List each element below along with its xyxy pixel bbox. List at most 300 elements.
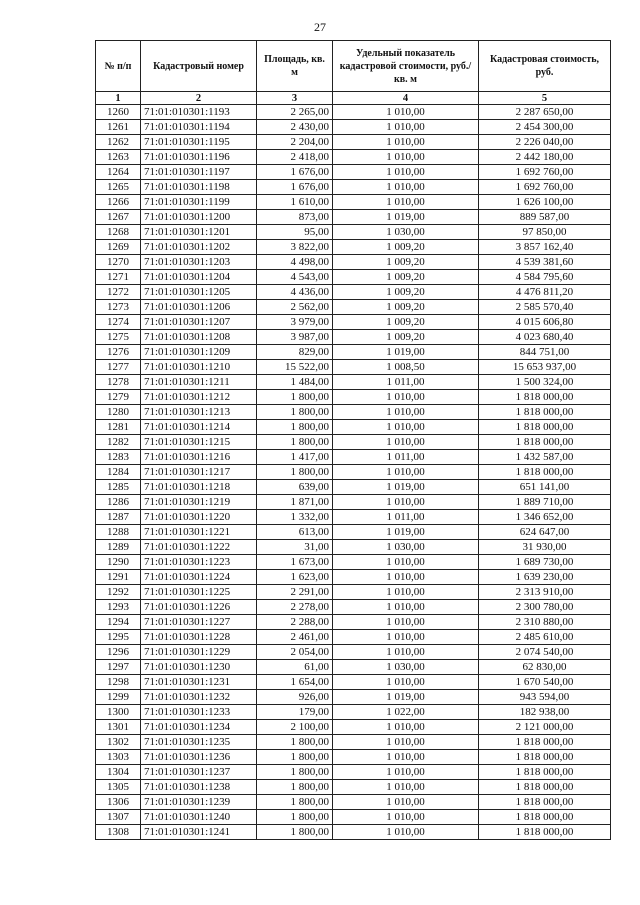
cell-cadastral-number: 71:01:010301:1223 xyxy=(141,555,257,570)
table-row xyxy=(96,585,611,600)
table-row xyxy=(96,780,611,795)
cell-area: 1 484,00 xyxy=(257,375,333,390)
cell-row-number: 1307 xyxy=(96,810,141,825)
cell-cadastral-number: 71:01:010301:1239 xyxy=(141,795,257,810)
table-row xyxy=(96,690,611,705)
cell-cadastral-value: 1 818 000,00 xyxy=(479,825,611,840)
cell-area: 1 676,00 xyxy=(257,180,333,195)
cell-row-number: 1283 xyxy=(96,450,141,465)
cell-cadastral-value: 1 818 000,00 xyxy=(479,390,611,405)
cell-cadastral-number: 71:01:010301:1215 xyxy=(141,435,257,450)
cell-cadastral-value: 1 818 000,00 xyxy=(479,405,611,420)
table-row xyxy=(96,705,611,720)
cell-cadastral-number: 71:01:010301:1209 xyxy=(141,345,257,360)
table-row xyxy=(96,765,611,780)
table-row xyxy=(96,345,611,360)
cell-row-number: 1267 xyxy=(96,210,141,225)
cell-cadastral-number: 71:01:010301:1201 xyxy=(141,225,257,240)
cell-area: 1 800,00 xyxy=(257,780,333,795)
cell-cadastral-number: 71:01:010301:1216 xyxy=(141,450,257,465)
cell-cadastral-value: 2 442 180,00 xyxy=(479,150,611,165)
cell-cadastral-value: 889 587,00 xyxy=(479,210,611,225)
cell-specific-rate: 1 010,00 xyxy=(333,765,479,780)
table-header-row xyxy=(96,41,611,92)
cell-specific-rate: 1 009,20 xyxy=(333,330,479,345)
table-row xyxy=(96,300,611,315)
cell-row-number: 1293 xyxy=(96,600,141,615)
table-row xyxy=(96,555,611,570)
cell-cadastral-value: 1 500 324,00 xyxy=(479,375,611,390)
cell-row-number: 1262 xyxy=(96,135,141,150)
cell-area: 2 461,00 xyxy=(257,630,333,645)
table-row xyxy=(96,480,611,495)
table-row xyxy=(96,435,611,450)
cell-cadastral-number: 71:01:010301:1237 xyxy=(141,765,257,780)
table-row xyxy=(96,735,611,750)
cell-area: 15 522,00 xyxy=(257,360,333,375)
table-row xyxy=(96,450,611,465)
cell-area: 2 430,00 xyxy=(257,120,333,135)
table-row xyxy=(96,150,611,165)
cell-specific-rate: 1 030,00 xyxy=(333,225,479,240)
cell-cadastral-number: 71:01:010301:1207 xyxy=(141,315,257,330)
cell-row-number: 1289 xyxy=(96,540,141,555)
cell-specific-rate: 1 009,20 xyxy=(333,300,479,315)
cell-cadastral-value: 2 454 300,00 xyxy=(479,120,611,135)
table-row xyxy=(96,240,611,255)
cell-area: 1 800,00 xyxy=(257,750,333,765)
cell-area: 1 654,00 xyxy=(257,675,333,690)
table-row xyxy=(96,570,611,585)
cell-area: 179,00 xyxy=(257,705,333,720)
cell-area: 2 288,00 xyxy=(257,615,333,630)
cell-cadastral-number: 71:01:010301:1211 xyxy=(141,375,257,390)
cell-cadastral-value: 1 818 000,00 xyxy=(479,795,611,810)
cell-area: 2 562,00 xyxy=(257,300,333,315)
header-area: Площадь, кв. м xyxy=(257,41,333,92)
cell-row-number: 1287 xyxy=(96,510,141,525)
cell-specific-rate: 1 019,00 xyxy=(333,480,479,495)
cell-specific-rate: 1 010,00 xyxy=(333,390,479,405)
cell-specific-rate: 1 010,00 xyxy=(333,750,479,765)
column-number: 3 xyxy=(257,92,333,105)
cell-cadastral-number: 71:01:010301:1205 xyxy=(141,285,257,300)
cell-specific-rate: 1 019,00 xyxy=(333,690,479,705)
cell-row-number: 1280 xyxy=(96,405,141,420)
table-row xyxy=(96,120,611,135)
cell-row-number: 1264 xyxy=(96,165,141,180)
cell-area: 1 800,00 xyxy=(257,435,333,450)
table-row xyxy=(96,645,611,660)
cell-cadastral-value: 2 121 000,00 xyxy=(479,720,611,735)
table-row xyxy=(96,330,611,345)
header-cadastral-number: Кадастровый номер xyxy=(141,41,257,92)
table-row xyxy=(96,810,611,825)
cell-cadastral-value: 31 930,00 xyxy=(479,540,611,555)
cell-cadastral-value: 1 818 000,00 xyxy=(479,780,611,795)
cell-cadastral-number: 71:01:010301:1200 xyxy=(141,210,257,225)
cell-row-number: 1274 xyxy=(96,315,141,330)
cell-cadastral-value: 2 287 650,00 xyxy=(479,105,611,120)
cell-specific-rate: 1 010,00 xyxy=(333,810,479,825)
column-number: 5 xyxy=(479,92,611,105)
cell-row-number: 1291 xyxy=(96,570,141,585)
cell-cadastral-value: 1 818 000,00 xyxy=(479,750,611,765)
cell-row-number: 1272 xyxy=(96,285,141,300)
cell-cadastral-value: 97 850,00 xyxy=(479,225,611,240)
cell-cadastral-number: 71:01:010301:1204 xyxy=(141,270,257,285)
page-number: 27 xyxy=(314,20,326,34)
cell-specific-rate: 1 010,00 xyxy=(333,420,479,435)
cell-specific-rate: 1 010,00 xyxy=(333,795,479,810)
table-row xyxy=(96,675,611,690)
table-row xyxy=(96,495,611,510)
cell-row-number: 1295 xyxy=(96,630,141,645)
table-row xyxy=(96,255,611,270)
table-row xyxy=(96,225,611,240)
cell-cadastral-value: 2 310 880,00 xyxy=(479,615,611,630)
table-row xyxy=(96,285,611,300)
cell-cadastral-number: 71:01:010301:1227 xyxy=(141,615,257,630)
column-number: 4 xyxy=(333,92,479,105)
header-specific-rate: Удельный показатель кадастровой стоимости, руб./кв. м xyxy=(333,41,479,92)
cell-cadastral-number: 71:01:010301:1233 xyxy=(141,705,257,720)
column-number: 2 xyxy=(141,92,257,105)
table-row xyxy=(96,615,611,630)
cell-specific-rate: 1 010,00 xyxy=(333,645,479,660)
cell-cadastral-value: 4 476 811,20 xyxy=(479,285,611,300)
cell-cadastral-value: 4 015 606,80 xyxy=(479,315,611,330)
cell-row-number: 1279 xyxy=(96,390,141,405)
cell-row-number: 1278 xyxy=(96,375,141,390)
cell-cadastral-number: 71:01:010301:1220 xyxy=(141,510,257,525)
cell-specific-rate: 1 010,00 xyxy=(333,495,479,510)
table-row xyxy=(96,540,611,555)
table-row xyxy=(96,750,611,765)
cell-area: 4 543,00 xyxy=(257,270,333,285)
cell-cadastral-number: 71:01:010301:1231 xyxy=(141,675,257,690)
cell-row-number: 1292 xyxy=(96,585,141,600)
cell-area: 1 610,00 xyxy=(257,195,333,210)
cell-cadastral-number: 71:01:010301:1199 xyxy=(141,195,257,210)
cell-specific-rate: 1 010,00 xyxy=(333,435,479,450)
table-row xyxy=(96,360,611,375)
cell-cadastral-number: 71:01:010301:1218 xyxy=(141,480,257,495)
cell-area: 2 278,00 xyxy=(257,600,333,615)
cell-area: 2 291,00 xyxy=(257,585,333,600)
cell-specific-rate: 1 010,00 xyxy=(333,405,479,420)
cell-cadastral-number: 71:01:010301:1228 xyxy=(141,630,257,645)
cell-specific-rate: 1 011,00 xyxy=(333,510,479,525)
table-row xyxy=(96,720,611,735)
cell-area: 4 436,00 xyxy=(257,285,333,300)
cell-area: 1 800,00 xyxy=(257,390,333,405)
cell-cadastral-number: 71:01:010301:1195 xyxy=(141,135,257,150)
cell-cadastral-number: 71:01:010301:1225 xyxy=(141,585,257,600)
cell-area: 1 800,00 xyxy=(257,405,333,420)
cell-specific-rate: 1 010,00 xyxy=(333,780,479,795)
cell-cadastral-value: 3 857 162,40 xyxy=(479,240,611,255)
cell-row-number: 1271 xyxy=(96,270,141,285)
table-row xyxy=(96,105,611,120)
cell-area: 613,00 xyxy=(257,525,333,540)
table-row xyxy=(96,465,611,480)
cell-area: 2 265,00 xyxy=(257,105,333,120)
cell-specific-rate: 1 019,00 xyxy=(333,525,479,540)
cell-row-number: 1275 xyxy=(96,330,141,345)
cell-area: 639,00 xyxy=(257,480,333,495)
cell-specific-rate: 1 022,00 xyxy=(333,705,479,720)
table-row xyxy=(96,195,611,210)
cell-cadastral-value: 1 639 230,00 xyxy=(479,570,611,585)
cell-area: 61,00 xyxy=(257,660,333,675)
cell-cadastral-value: 4 023 680,40 xyxy=(479,330,611,345)
cell-cadastral-value: 1 889 710,00 xyxy=(479,495,611,510)
cell-cadastral-number: 71:01:010301:1226 xyxy=(141,600,257,615)
cell-cadastral-value: 1 818 000,00 xyxy=(479,765,611,780)
cell-cadastral-number: 71:01:010301:1219 xyxy=(141,495,257,510)
cell-row-number: 1285 xyxy=(96,480,141,495)
cell-cadastral-number: 71:01:010301:1222 xyxy=(141,540,257,555)
cell-cadastral-number: 71:01:010301:1197 xyxy=(141,165,257,180)
cell-cadastral-number: 71:01:010301:1229 xyxy=(141,645,257,660)
cell-area: 3 979,00 xyxy=(257,315,333,330)
cell-cadastral-number: 71:01:010301:1193 xyxy=(141,105,257,120)
cell-specific-rate: 1 010,00 xyxy=(333,180,479,195)
cell-row-number: 1304 xyxy=(96,765,141,780)
cell-row-number: 1305 xyxy=(96,780,141,795)
cell-cadastral-value: 62 830,00 xyxy=(479,660,611,675)
cell-cadastral-value: 1 818 000,00 xyxy=(479,435,611,450)
cell-specific-rate: 1 010,00 xyxy=(333,720,479,735)
cell-specific-rate: 1 010,00 xyxy=(333,165,479,180)
cell-cadastral-value: 1 818 000,00 xyxy=(479,810,611,825)
cell-cadastral-value: 2 074 540,00 xyxy=(479,645,611,660)
cell-area: 1 673,00 xyxy=(257,555,333,570)
table-row xyxy=(96,390,611,405)
table-row xyxy=(96,525,611,540)
table-row xyxy=(96,600,611,615)
table-row xyxy=(96,270,611,285)
cell-cadastral-value: 2 485 610,00 xyxy=(479,630,611,645)
cell-row-number: 1294 xyxy=(96,615,141,630)
cell-specific-rate: 1 009,20 xyxy=(333,315,479,330)
cell-specific-rate: 1 010,00 xyxy=(333,555,479,570)
cell-row-number: 1282 xyxy=(96,435,141,450)
table-row xyxy=(96,825,611,840)
table-row xyxy=(96,165,611,180)
cell-specific-rate: 1 010,00 xyxy=(333,195,479,210)
cell-cadastral-value: 2 585 570,40 xyxy=(479,300,611,315)
cell-cadastral-number: 71:01:010301:1241 xyxy=(141,825,257,840)
cell-cadastral-number: 71:01:010301:1214 xyxy=(141,420,257,435)
cell-area: 95,00 xyxy=(257,225,333,240)
cell-cadastral-value: 1 670 540,00 xyxy=(479,675,611,690)
table-row xyxy=(96,375,611,390)
cell-area: 926,00 xyxy=(257,690,333,705)
cell-row-number: 1276 xyxy=(96,345,141,360)
cell-cadastral-number: 71:01:010301:1217 xyxy=(141,465,257,480)
cell-cadastral-number: 71:01:010301:1240 xyxy=(141,810,257,825)
cell-specific-rate: 1 030,00 xyxy=(333,660,479,675)
cell-specific-rate: 1 008,50 xyxy=(333,360,479,375)
cell-row-number: 1260 xyxy=(96,105,141,120)
cell-row-number: 1268 xyxy=(96,225,141,240)
table-row xyxy=(96,420,611,435)
cell-specific-rate: 1 019,00 xyxy=(333,345,479,360)
cell-cadastral-number: 71:01:010301:1235 xyxy=(141,735,257,750)
cell-cadastral-value: 182 938,00 xyxy=(479,705,611,720)
cell-row-number: 1306 xyxy=(96,795,141,810)
header-row-number: № п/п xyxy=(96,41,141,92)
cell-specific-rate: 1 009,20 xyxy=(333,255,479,270)
cell-row-number: 1297 xyxy=(96,660,141,675)
cell-specific-rate: 1 010,00 xyxy=(333,150,479,165)
cell-row-number: 1284 xyxy=(96,465,141,480)
cell-cadastral-number: 71:01:010301:1206 xyxy=(141,300,257,315)
cell-area: 1 800,00 xyxy=(257,825,333,840)
cell-specific-rate: 1 010,00 xyxy=(333,615,479,630)
cell-cadastral-value: 943 594,00 xyxy=(479,690,611,705)
cell-row-number: 1296 xyxy=(96,645,141,660)
cell-cadastral-value: 1 689 730,00 xyxy=(479,555,611,570)
cell-cadastral-value: 2 226 040,00 xyxy=(479,135,611,150)
column-number: 1 xyxy=(96,92,141,105)
cell-row-number: 1302 xyxy=(96,735,141,750)
cell-specific-rate: 1 010,00 xyxy=(333,630,479,645)
cell-cadastral-value: 1 626 100,00 xyxy=(479,195,611,210)
table-row xyxy=(96,660,611,675)
cadastral-value-table xyxy=(95,40,611,840)
cell-specific-rate: 1 010,00 xyxy=(333,585,479,600)
cell-row-number: 1286 xyxy=(96,495,141,510)
table-row xyxy=(96,210,611,225)
cell-row-number: 1265 xyxy=(96,180,141,195)
cell-cadastral-value: 2 300 780,00 xyxy=(479,600,611,615)
cell-cadastral-value: 1 692 760,00 xyxy=(479,165,611,180)
cell-area: 2 054,00 xyxy=(257,645,333,660)
cell-specific-rate: 1 010,00 xyxy=(333,105,479,120)
cell-row-number: 1288 xyxy=(96,525,141,540)
cell-cadastral-value: 2 313 910,00 xyxy=(479,585,611,600)
cell-area: 31,00 xyxy=(257,540,333,555)
cell-row-number: 1281 xyxy=(96,420,141,435)
cell-cadastral-number: 71:01:010301:1232 xyxy=(141,690,257,705)
cell-specific-rate: 1 010,00 xyxy=(333,120,479,135)
cell-area: 4 498,00 xyxy=(257,255,333,270)
table-row xyxy=(96,315,611,330)
cell-cadastral-number: 71:01:010301:1198 xyxy=(141,180,257,195)
cell-area: 2 100,00 xyxy=(257,720,333,735)
cell-specific-rate: 1 030,00 xyxy=(333,540,479,555)
cell-row-number: 1273 xyxy=(96,300,141,315)
cell-specific-rate: 1 010,00 xyxy=(333,465,479,480)
cell-cadastral-number: 71:01:010301:1196 xyxy=(141,150,257,165)
cell-row-number: 1303 xyxy=(96,750,141,765)
cell-row-number: 1298 xyxy=(96,675,141,690)
table-row xyxy=(96,180,611,195)
table-row xyxy=(96,630,611,645)
cell-cadastral-number: 71:01:010301:1202 xyxy=(141,240,257,255)
cell-specific-rate: 1 019,00 xyxy=(333,210,479,225)
cell-area: 1 332,00 xyxy=(257,510,333,525)
cell-cadastral-number: 71:01:010301:1238 xyxy=(141,780,257,795)
cell-area: 1 800,00 xyxy=(257,735,333,750)
cell-cadastral-value: 15 653 937,00 xyxy=(479,360,611,375)
cell-area: 1 800,00 xyxy=(257,465,333,480)
cell-cadastral-number: 71:01:010301:1213 xyxy=(141,405,257,420)
cell-specific-rate: 1 010,00 xyxy=(333,570,479,585)
cell-cadastral-number: 71:01:010301:1208 xyxy=(141,330,257,345)
cell-cadastral-value: 4 584 795,60 xyxy=(479,270,611,285)
cell-area: 1 676,00 xyxy=(257,165,333,180)
cell-row-number: 1300 xyxy=(96,705,141,720)
cell-cadastral-number: 71:01:010301:1194 xyxy=(141,120,257,135)
cell-row-number: 1269 xyxy=(96,240,141,255)
cell-cadastral-number: 71:01:010301:1230 xyxy=(141,660,257,675)
cell-specific-rate: 1 010,00 xyxy=(333,675,479,690)
cell-area: 1 800,00 xyxy=(257,420,333,435)
cell-cadastral-value: 1 432 587,00 xyxy=(479,450,611,465)
cell-area: 1 800,00 xyxy=(257,810,333,825)
table-row xyxy=(96,135,611,150)
table-row xyxy=(96,510,611,525)
cell-cadastral-number: 71:01:010301:1210 xyxy=(141,360,257,375)
table-row xyxy=(96,795,611,810)
cell-specific-rate: 1 009,20 xyxy=(333,270,479,285)
cell-area: 1 871,00 xyxy=(257,495,333,510)
cell-specific-rate: 1 010,00 xyxy=(333,600,479,615)
cell-cadastral-value: 1 346 652,00 xyxy=(479,510,611,525)
cell-area: 1 623,00 xyxy=(257,570,333,585)
table-body xyxy=(96,105,611,840)
cell-cadastral-value: 624 647,00 xyxy=(479,525,611,540)
cell-cadastral-number: 71:01:010301:1234 xyxy=(141,720,257,735)
cell-specific-rate: 1 010,00 xyxy=(333,825,479,840)
cell-specific-rate: 1 010,00 xyxy=(333,135,479,150)
cell-cadastral-number: 71:01:010301:1212 xyxy=(141,390,257,405)
cell-cadastral-number: 71:01:010301:1236 xyxy=(141,750,257,765)
cell-row-number: 1290 xyxy=(96,555,141,570)
cell-row-number: 1270 xyxy=(96,255,141,270)
cell-area: 1 417,00 xyxy=(257,450,333,465)
cell-row-number: 1308 xyxy=(96,825,141,840)
cell-area: 3 987,00 xyxy=(257,330,333,345)
cell-row-number: 1277 xyxy=(96,360,141,375)
cell-area: 1 800,00 xyxy=(257,795,333,810)
table-row xyxy=(96,405,611,420)
header-cadastral-value: Кадастровая стоимость, руб. xyxy=(479,41,611,92)
cell-cadastral-value: 1 818 000,00 xyxy=(479,420,611,435)
cell-cadastral-number: 71:01:010301:1221 xyxy=(141,525,257,540)
cell-area: 829,00 xyxy=(257,345,333,360)
cell-cadastral-value: 844 751,00 xyxy=(479,345,611,360)
cell-area: 3 822,00 xyxy=(257,240,333,255)
cell-row-number: 1301 xyxy=(96,720,141,735)
cell-row-number: 1266 xyxy=(96,195,141,210)
cell-specific-rate: 1 010,00 xyxy=(333,735,479,750)
cell-cadastral-number: 71:01:010301:1224 xyxy=(141,570,257,585)
cell-specific-rate: 1 011,00 xyxy=(333,450,479,465)
cell-area: 2 418,00 xyxy=(257,150,333,165)
cell-area: 873,00 xyxy=(257,210,333,225)
column-number-row xyxy=(96,92,611,105)
cell-specific-rate: 1 009,20 xyxy=(333,285,479,300)
cell-row-number: 1263 xyxy=(96,150,141,165)
cell-cadastral-value: 1 818 000,00 xyxy=(479,465,611,480)
cell-area: 1 800,00 xyxy=(257,765,333,780)
cell-row-number: 1299 xyxy=(96,690,141,705)
